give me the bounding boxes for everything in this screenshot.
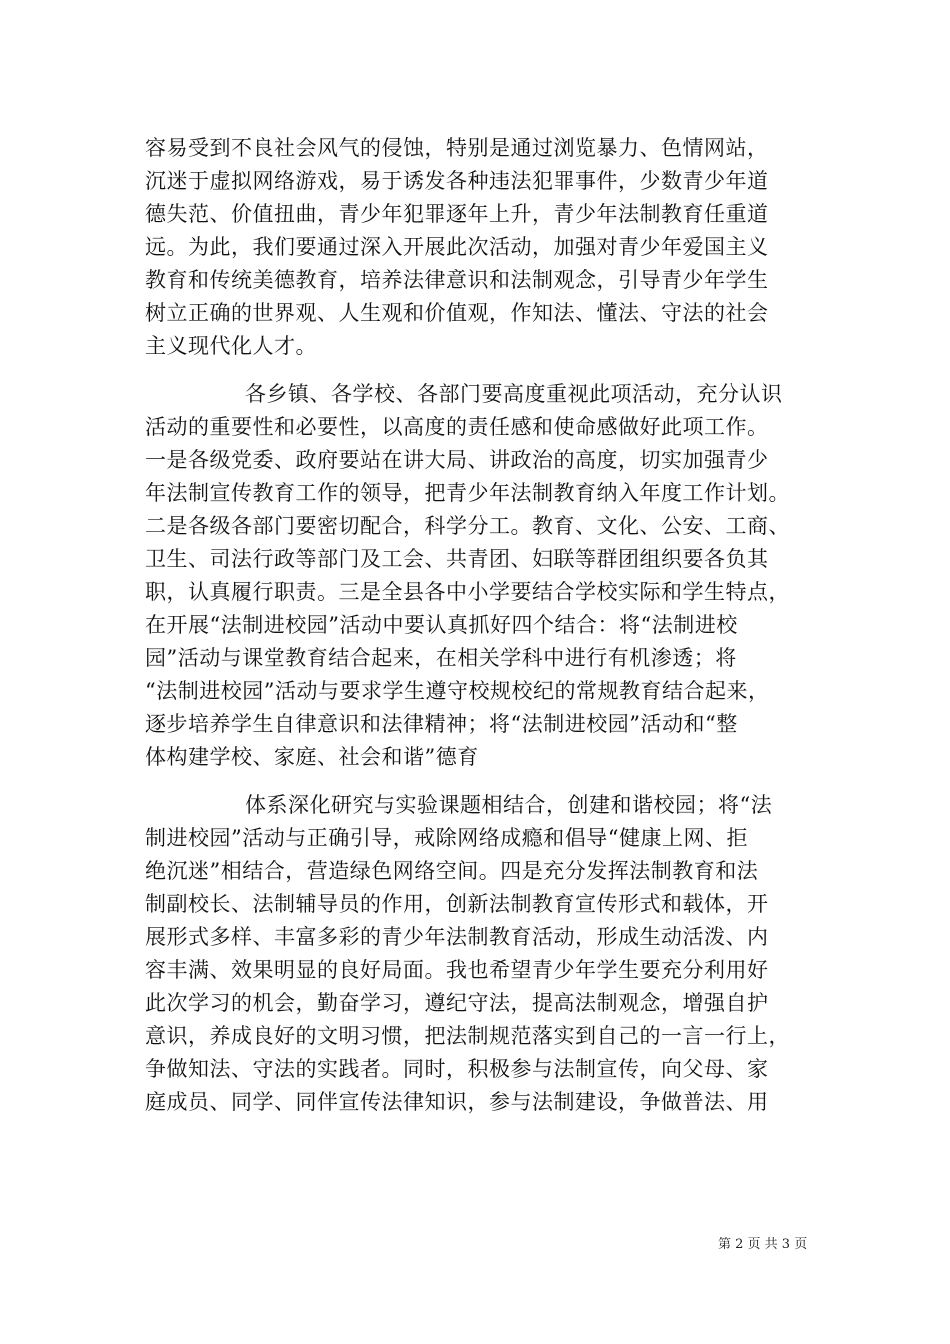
text-line: 园”活动与课堂教育结合起来，在相关学科中进行有机渗透；将 bbox=[145, 646, 737, 670]
text-line: 主义现代化人才。 bbox=[145, 334, 317, 358]
text-line: 二是各级各部门要密切配合，科学分工。教育、文化、公安、工商、 bbox=[145, 514, 790, 538]
paragraph-first-line: 各乡镇、各学校、各部门要高度重视此项活动，充分认识 bbox=[245, 382, 783, 406]
text-line: 绝沉迷”相结合，营造绿色网络空间。四是充分发挥法制教育和法 bbox=[145, 859, 759, 883]
text-line: 卫生、司法行政等部门及工会、共青团、妇联等群团组织要各负其 bbox=[145, 547, 769, 571]
text-line: 容丰满、效果明显的良好局面。我也希望青少年学生要充分利用好 bbox=[145, 958, 769, 982]
text-line: 展形式多样、丰富多彩的青少年法制教育活动，形成生动活泼、内 bbox=[145, 925, 769, 949]
text-line: 一是各级党委、政府要站在讲大局、讲政治的高度，切实加强青少 bbox=[145, 448, 769, 472]
text-line: 德失范、价值扭曲，青少年犯罪逐年上升，青少年法制教育任重道 bbox=[145, 202, 769, 226]
text-line: 体构建学校、家庭、社会和谐”德育 bbox=[145, 745, 479, 769]
text-line: 职，认真履行职责。三是全县各中小学要结合学校实际和学生特点， bbox=[145, 580, 790, 604]
text-line: 沉迷于虚拟网络游戏，易于诱发各种违法犯罪事件，少数青少年道 bbox=[145, 169, 769, 193]
text-line: 在开展“法制进校园”活动中要认真抓好四个结合：将“法制进校 bbox=[145, 613, 738, 637]
text-line: 容易受到不良社会风气的侵蚀，特别是通过浏览暴力、色情网站， bbox=[145, 136, 769, 160]
text-line: 树立正确的世界观、人生观和价值观，作知法、懂法、守法的社会 bbox=[145, 301, 769, 325]
text-line: 此次学习的机会，勤奋学习，遵纪守法，提高法制观念，增强自护 bbox=[145, 991, 769, 1015]
text-line: 制副校长、法制辅导员的作用，创新法制教育宣传形式和载体，开 bbox=[145, 892, 769, 916]
text-line: 庭成员、同学、同伴宣传法律知识，参与法制建设，争做普法、用 bbox=[145, 1090, 769, 1114]
text-line: “法制进校园”活动与要求学生遵守校规校纪的常规教育结合起来， bbox=[145, 679, 770, 703]
text-line: 远。为此，我们要通过深入开展此次活动，加强对青少年爱国主义 bbox=[145, 235, 769, 259]
text-line: 争做知法、守法的实践者。同时，积极参与法制宣传，向父母、家 bbox=[145, 1057, 769, 1081]
text-line: 逐步培养学生自律意识和法律精神；将“法制进校园”活动和“整 bbox=[145, 712, 738, 736]
text-line: 制进校园”活动与正确引导，戒除网络成瘾和倡导“健康上网、拒 bbox=[145, 826, 748, 850]
text-line: 活动的重要性和必要性，以高度的责任感和使命感做好此项工作。 bbox=[145, 415, 769, 439]
paragraph-first-line: 体系深化研究与实验课题相结合，创建和谐校园；将“法 bbox=[245, 793, 773, 817]
text-line: 年法制宣传教育工作的领导，把青少年法制教育纳入年度工作计划。 bbox=[145, 481, 790, 505]
text-line: 意识，养成良好的文明习惯，把法制规范落实到自己的一言一行上， bbox=[145, 1024, 790, 1048]
page-number-footer: 第 2 页 共 3 页 bbox=[718, 1237, 808, 1252]
text-line: 教育和传统美德教育，培养法律意识和法制观念，引导青少年学生 bbox=[145, 268, 769, 292]
